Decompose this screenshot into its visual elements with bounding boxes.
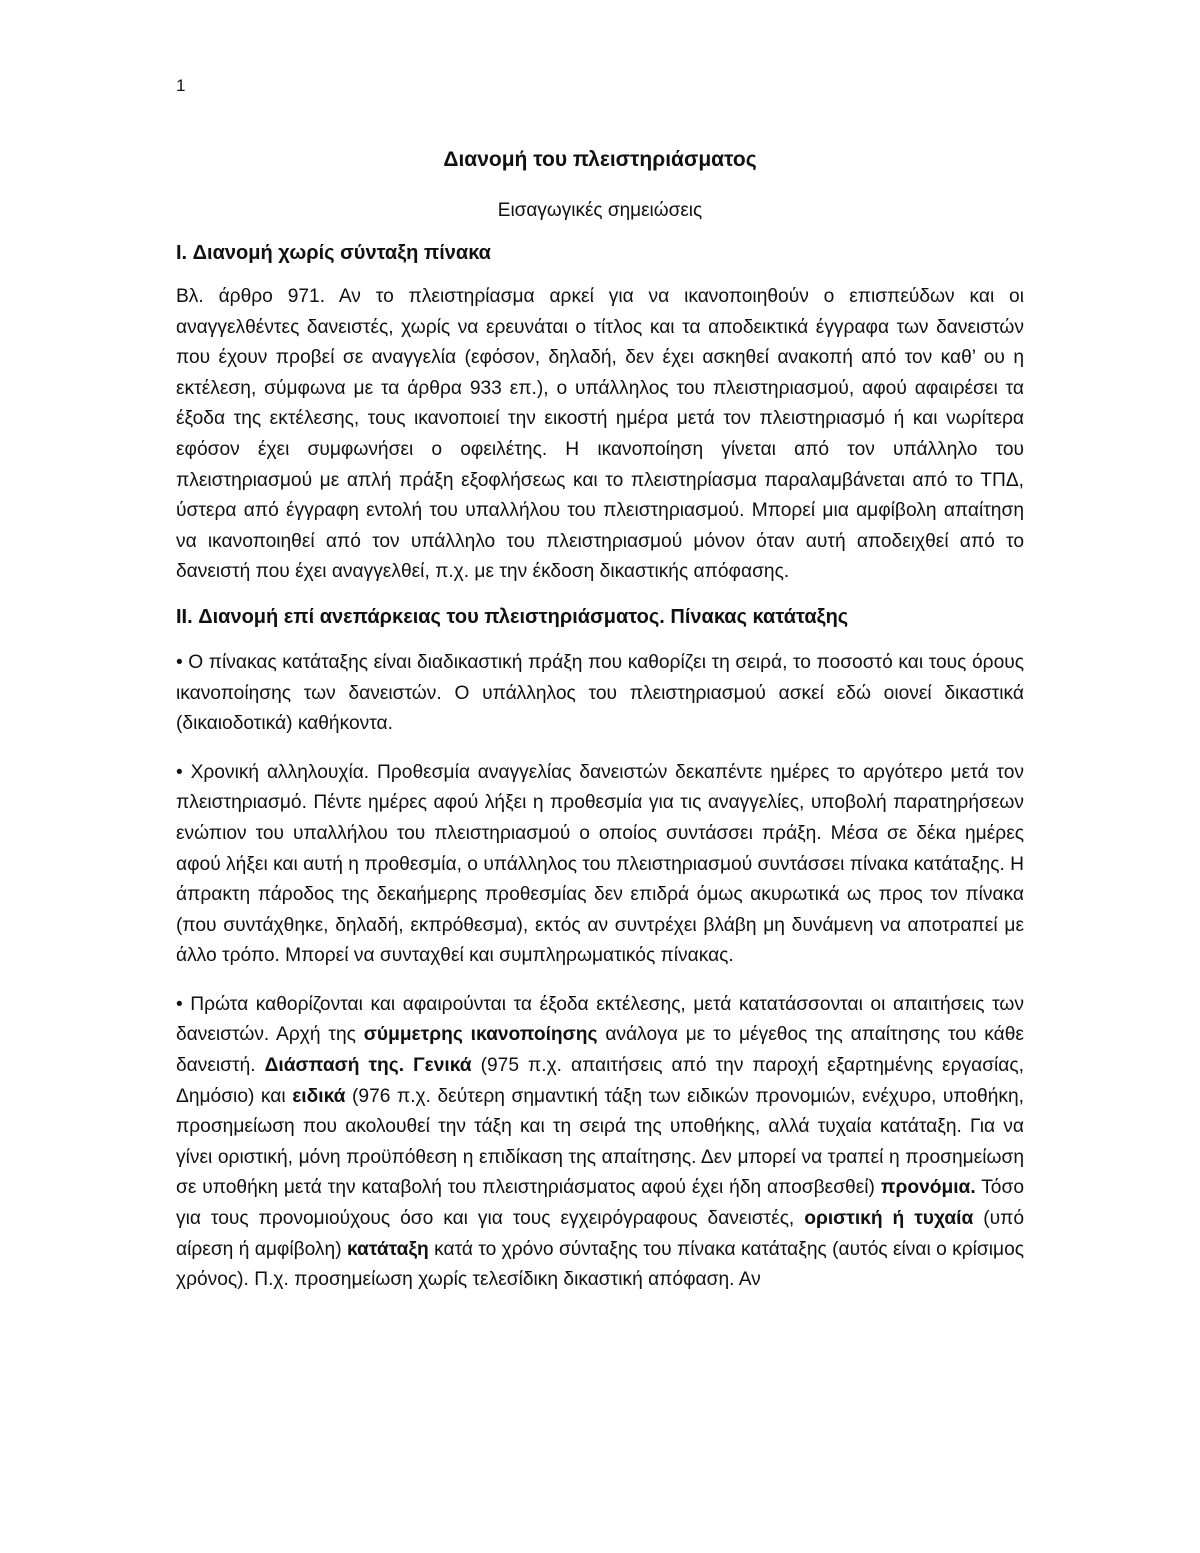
bold-text-run: οριστική ή τυχαία (804, 1208, 974, 1230)
bold-text-run: ειδικά (292, 1085, 346, 1107)
section-heading-1: I. Διανομή χωρίς σύνταξη πίνακα (176, 242, 491, 264)
document-title: Διανομή του πλειστηριάσματος (443, 148, 757, 171)
text-run: (975 π.χ. απαιτήσεις από την παροχή εξαρτημένης εργασίας, Δημόσιο) και (176, 1055, 1024, 1107)
bold-text-run: σύμμετρης ικανοποίησης (363, 1024, 598, 1046)
bold-text-run: Διάσπασή της. Γενικά (264, 1055, 472, 1077)
section-heading-2: II. Διανομή επί ανεπάρκειας του πλειστηριάσματος. Πίνακας κατάταξης (176, 605, 849, 628)
text-run: ανάλογα με το μέγεθος της απαίτησης του κάθε δανειστή. (176, 1024, 1024, 1077)
text-run: Βλ. άρθρο 971. Αν το πλειστηρίασμα αρκεί για να ικανοποιηθούν ο επισπεύδων και οι αναγγελθέντες δανειστές, χωρίς να ερευνάται ο τίτλος και τα αποδεικτικά έγγραφα των δανειστών που έχουν προβεί σε αναγγελία (εφόσον, δηλαδή, δεν έχει ασκηθεί ανακοπή από τον καθ’ ου η εκτέλεση, σύμφωνα με τα άρθρα 933 επ.), ο υπάλληλος του πλειστηριασμού, αφού αφαιρέσει τα έξοδα της εκτέλεσης, τους ικανοποιεί την εικοστή ημέρα μετά τον πλειστηριασμό ή και νωρίτερα εφόσον έχει συμφωνήσει ο οφειλέτης. Η ικανοποίηση γίνεται από τον υπάλληλο του πλειστηριασμού με απλή πράξη εξοφλήσεως και το πλειστηρίασμα παραλαμβάνεται από το ΤΠΔ, ύστερα από έγγραφη εντολή του υπαλλήλου του πλειστηριασμού. Μπορεί μια αμφίβολη απαίτηση να ικανοποιηθεί από τον υπάλληλο του πλειστηριασμού μόνον όταν αυτή αποδειχθεί από το δανειστή που έχει αναγγελθεί, π.χ. με την έκδοση δικαστικής απόφασης. (176, 286, 1024, 583)
paragraph-1 (176, 282, 1024, 588)
text-run: (976 π.χ. δεύτερη σημαντική τάξη των ειδικών προνομιών, ενέχυρο, υποθήκη, προσημείωση που ακολουθεί την τάξη και τη σειρά της υποθήκης, αλλά τυχαία κατάταξη. Για να γίνει οριστική, μόνη προϋπόθεση η επιδίκαση της απαίτησης. Δεν μπορεί να τραπεί η προσημείωση σε υποθήκη μετά την καταβολή του πλειστηριάσματος αφού έχει ήδη αποσβεσθεί) (176, 1085, 1024, 1199)
paragraph-3 (176, 758, 1024, 972)
text-run: • Χρονική αλληλουχία. Προθεσμία αναγγελίας δανειστών δεκαπέντε ημέρες το αργότερο μετά τον πλειστηριασμό. Πέντε ημέρες αφού λήξει η προθεσμία για τις αναγγελίες, υποβολή παρατηρήσεων ενώπιον του υπαλλήλου του πλειστηριασμού ο οποίος συντάσσει πράξη. Μέσα σε δέκα ημέρες αφού λήξει και αυτή η προθεσμία, ο υπάλληλος του πλειστηριασμού συντάσσει πίνακα κατάταξης. Η άπρακτη πάροδος της δεκαήμερης προθεσμίας δεν επιδρά όμως ακυρωτικά ως προς τον πίνακα (που συντάχθηκε, δηλαδή, εκπρόθεσμα), εκτός αν συντρέχει βλάβη μη δυνάμενη να αποτραπεί με άλλο τρόπο. Μπορεί να συνταχθεί και συμπληρωματικός πίνακας. (176, 761, 1024, 967)
text-run: κατά το χρόνο σύνταξης του πίνακα κατάταξης (αυτός είναι ο κρίσιμος χρόνος). Π.χ. προσημείωση χωρίς τελεσίδικη δικαστική απόφαση. Αν (176, 1238, 1024, 1291)
document-subtitle: Εισαγωγικές σημειώσεις (497, 200, 703, 221)
document-body (176, 144, 1024, 1296)
page-number: 1 (176, 76, 186, 95)
bold-text-run: προνόμια. (880, 1177, 976, 1199)
paragraph-4 (176, 990, 1024, 1296)
text-run: • Ο πίνακας κατάταξης είναι διαδικαστική πράξη που καθορίζει τη σειρά, το ποσοστό και τους όρους ικανοποίησης των δανειστών. Ο υπάλληλος του πλειστηριασμού ασκεί εδώ οιονεί δικαστικά (δικαιοδοτικά) καθήκοντα. (176, 651, 1024, 735)
text-run: Τόσο για τους προνομιούχους όσο και για τους εγχειρόγραφους δανειστές, (176, 1177, 1024, 1230)
text-run: • Πρώτα καθορίζονται και αφαιρούνται τα έξοδα εκτέλεσης, μετά κατατάσσονται οι απαιτήσεις των δανειστών. Αρχή της (176, 993, 1024, 1046)
bold-text-run: κατάταξη (346, 1238, 429, 1260)
paragraph-2 (176, 648, 1024, 740)
text-run: (υπό αίρεση ή αμφίβολη) (176, 1208, 1025, 1260)
